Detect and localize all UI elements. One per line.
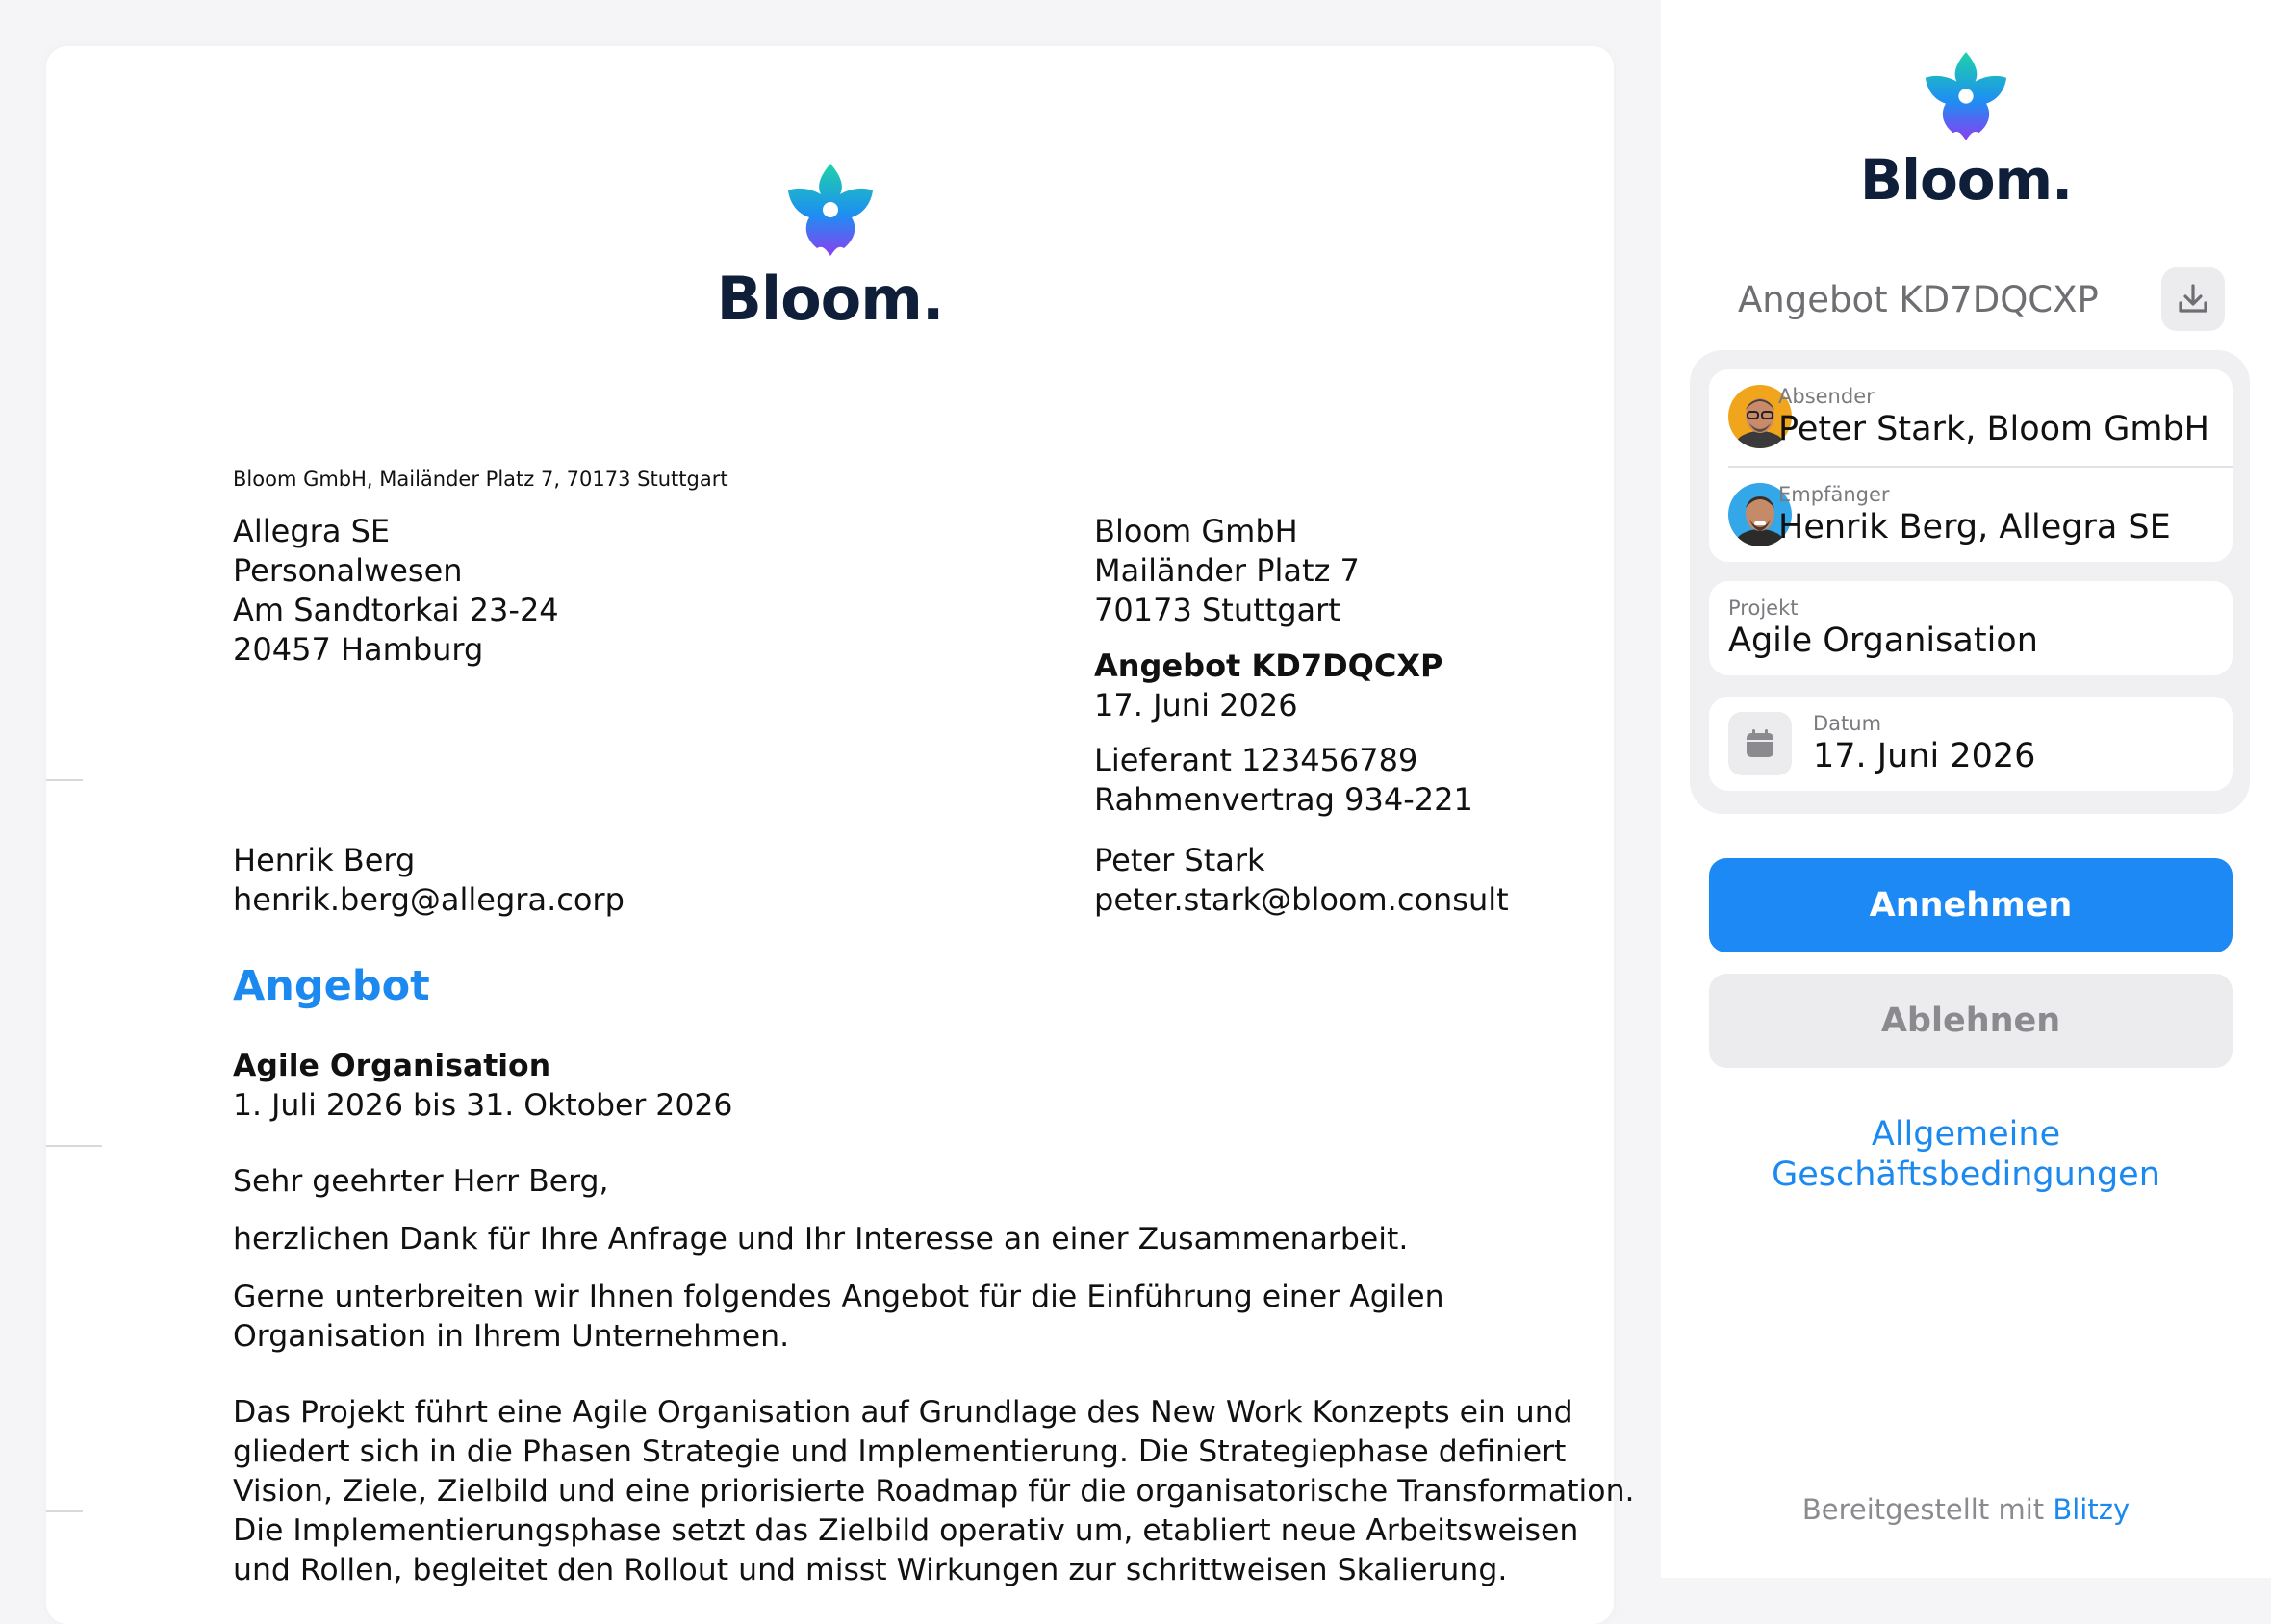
sender-contact-email: peter.stark@bloom.consult [1094, 881, 1509, 918]
address-line: 20457 Hamburg [233, 631, 484, 668]
document-page [46, 46, 1635, 1624]
project-field [1728, 596, 2209, 660]
brand-wordmark: Bloom. [716, 264, 944, 334]
download-icon [2176, 282, 2210, 317]
terms-link[interactable] [1661, 1114, 2271, 1195]
panel-logo [1661, 50, 2271, 213]
project-label: Projekt [1728, 596, 1799, 620]
supplier-info [1094, 741, 1473, 820]
offer-title: Angebot KD7DQCXP [1738, 279, 2099, 320]
project-value: Agile Organisation [1728, 622, 2038, 660]
offer-side-panel [1661, 0, 2271, 1578]
recipient-field [1778, 483, 2211, 546]
calendar-icon [1744, 727, 1776, 760]
address-line: Personalwesen [233, 552, 463, 589]
divider [1728, 466, 2233, 468]
sender-label: Absender [1778, 385, 1875, 408]
document-logo [46, 162, 1614, 334]
date-value: 17. Juni 2026 [1813, 737, 2036, 775]
paragraph-line: Das Projekt führt eine Agile Organisation auf Grundlage des New Work Konzepts ein und [233, 1395, 1573, 1430]
powered-by [1661, 1493, 2271, 1526]
terms-link-line[interactable]: Geschäftsbedingungen [1772, 1155, 2160, 1194]
sender-contact [1094, 841, 1509, 920]
punch-mark [46, 1145, 102, 1147]
powered-by-link[interactable]: Blitzy [2053, 1493, 2131, 1526]
recipient-address [233, 512, 559, 670]
paragraph-line: gliedert sich in die Phasen Strategie und Implementierung. Die Strategiephase definiert [233, 1434, 1567, 1469]
address-line: Mailänder Platz 7 [1094, 552, 1360, 589]
sender-address [1094, 512, 1360, 630]
recipient-value: Henrik Berg, Allegra SE [1778, 508, 2171, 546]
bloom-logo-icon [1924, 50, 2008, 142]
address-line: 70173 Stuttgart [1094, 592, 1340, 628]
calendar-icon-box [1728, 712, 1792, 775]
download-button[interactable] [2161, 267, 2225, 331]
parties-card [1709, 369, 2233, 562]
offer-date: 17. Juni 2026 [1094, 687, 1298, 723]
terms-link-line[interactable]: Allgemeine [1871, 1115, 2061, 1154]
supplier-number: Lieferant 123456789 [1094, 742, 1418, 778]
address-line: Am Sandtorkai 23-24 [233, 592, 559, 628]
date-card [1709, 697, 2233, 791]
project-period: 1. Juli 2026 bis 31. Oktober 2026 [233, 1088, 733, 1123]
fold-mark [46, 1510, 83, 1512]
decline-button[interactable]: Ablehnen [1709, 974, 2233, 1068]
thanks-paragraph: herzlichen Dank für Ihre Anfrage und Ihr Interesse an einer Zusammenarbeit. [233, 1222, 1409, 1256]
offer-details [1690, 350, 2250, 814]
offer-meta [1094, 647, 1442, 725]
recipient-contact-name: Henrik Berg [233, 842, 416, 878]
date-field [1813, 712, 2217, 775]
recipient-label: Empfänger [1778, 483, 1890, 506]
brand-wordmark: Bloom. [1859, 147, 2073, 213]
project-card [1709, 581, 2233, 675]
sender-field [1778, 385, 2211, 448]
recipient-contact [233, 841, 625, 920]
bloom-logo-icon [786, 162, 875, 258]
framework-contract: Rahmenvertrag 934-221 [1094, 781, 1473, 818]
sender-value: Peter Stark, Bloom GmbH [1778, 410, 2209, 448]
address-line: Bloom GmbH [1094, 513, 1298, 549]
intro-paragraph [233, 1278, 1532, 1357]
project-title: Agile Organisation [233, 1049, 551, 1083]
salutation: Sehr geehrter Herr Berg, [233, 1164, 609, 1199]
paragraph-line: und Rollen, begleitet den Rollout und misst Wirkungen zur schrittweisen Skalierung. [233, 1553, 1508, 1587]
document-heading: Angebot [233, 962, 430, 1010]
sender-contact-name: Peter Stark [1094, 842, 1265, 878]
powered-by-text: Bereitgestellt mit [1801, 1493, 2045, 1526]
paragraph-line: Gerne unterbreiten wir Ihnen folgendes Angebot für die Einführung einer Agilen [233, 1280, 1444, 1314]
address-line: Allegra SE [233, 513, 391, 549]
fold-mark [46, 779, 83, 781]
recipient-contact-email: henrik.berg@allegra.corp [233, 881, 625, 918]
body-paragraph [233, 1393, 1635, 1590]
sender-return-line: Bloom GmbH, Mailänder Platz 7, 70173 Stuttgart [233, 468, 728, 491]
accept-button[interactable]: Annehmen [1709, 858, 2233, 952]
paragraph-line: Vision, Ziele, Zielbild und eine priorisierte Roadmap für die organisatorische Transformation. [233, 1474, 1635, 1509]
project-summary [233, 1047, 1532, 1126]
offer-reference: Angebot KD7DQCXP [1094, 647, 1443, 684]
date-label: Datum [1813, 712, 1882, 735]
paragraph-line: Organisation in Ihrem Unternehmen. [233, 1319, 790, 1354]
paragraph-line: Die Implementierungsphase setzt das Zielbild operativ um, etabliert neue Arbeitsweisen [233, 1513, 1579, 1548]
